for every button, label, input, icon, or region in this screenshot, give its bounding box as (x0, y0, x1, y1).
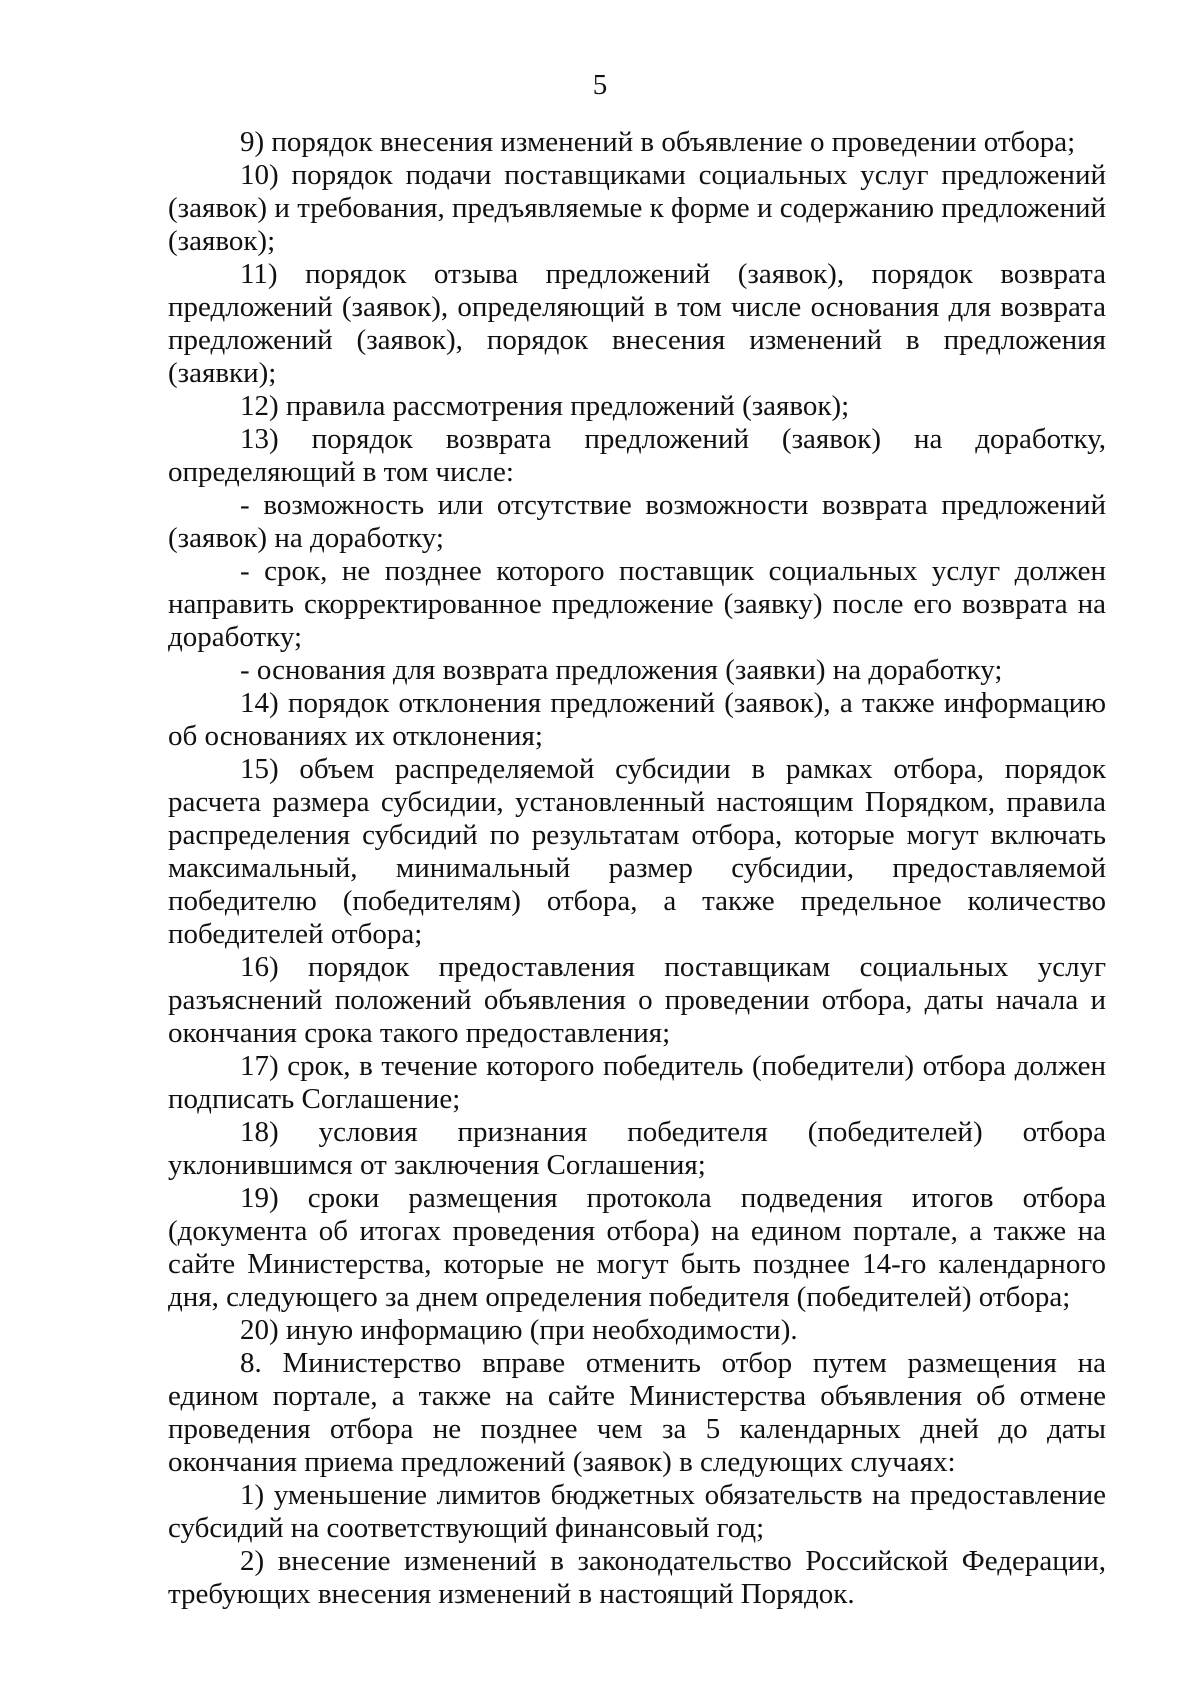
paragraph-item-13: 13) порядок возврата предложений (заявок) на доработку, определяющий в том числе: (168, 423, 1106, 488)
paragraph-case-2: 2) внесение изменений в законодательство Российской Федерации, требующих внесения изменений в настоящий Порядок. (168, 1545, 1106, 1610)
paragraph-item-11: 11) порядок отзыва предложений (заявок), порядок возврата предложений (заявок), определяющий в том числе основания для возврата предложений (заявок), порядок внесения изменений в предложения (заявки); (168, 258, 1106, 389)
document-body (168, 126, 1106, 1611)
paragraph-subitem-grounds: - основания для возврата предложения (заявки) на доработку; (240, 654, 1003, 686)
paragraph-subitem-possibility: - возможность или отсутствие возможности возврата предложений (заявок) на доработку; (168, 489, 1106, 554)
paragraph-case-1: 1) уменьшение лимитов бюджетных обязательств на предоставление субсидий на соответствующий финансовый год; (168, 1479, 1106, 1544)
paragraph-item-10: 10) порядок подачи поставщиками социальных услуг предложений (заявок) и требования, предъявляемые к форме и содержанию предложений (заявок); (168, 159, 1106, 257)
paragraph-item-19: 19) сроки размещения протокола подведения итогов отбора (документа об итогах проведения отбора) на едином портале, а также на сайте Министерства, которые не могут быть позднее 14-го календарного дня, следующего за днем определения победителя (победителей) отбора; (168, 1182, 1106, 1313)
paragraph-item-20: 20) иную информацию (при необходимости). (240, 1314, 798, 1346)
paragraph-subitem-deadline: - срок, не позднее которого поставщик социальных услуг должен направить скорректированное предложение (заявку) после его возврата на доработку; (168, 555, 1106, 653)
paragraph-item-17: 17) срок, в течение которого победитель (победители) отбора должен подписать Соглашение; (168, 1050, 1106, 1115)
paragraph-item-16: 16) порядок предоставления поставщикам социальных услуг разъяснений положений объявления о проведении отбора, даты начала и окончания срока такого предоставления; (168, 951, 1106, 1049)
page-number: 5 (592, 69, 608, 101)
paragraph-section-8: 8. Министерство вправе отменить отбор путем размещения на едином портале, а также на сайте Министерства объявления об отмене проведения отбора не позднее чем за 5 календарных дней до даты окончания приема предложений (заявок) в следующих случаях: (168, 1347, 1106, 1478)
paragraph-item-14: 14) порядок отклонения предложений (заявок), а также информацию об основаниях их отклонения; (168, 687, 1106, 752)
paragraph-item-15: 15) объем распределяемой субсидии в рамках отбора, порядок расчета размера субсидии, установленный настоящим Порядком, правила распределения субсидий по результатам отбора, которые могут включать максимальный, минимальный размер субсидии, предоставляемой победителю (победителям) отбора, а также предельное количество победителей отбора; (168, 753, 1106, 950)
paragraph-item-9: 9) порядок внесения изменений в объявление о проведении отбора; (240, 126, 1076, 158)
paragraph-item-18: 18) условия признания победителя (победителей) отбора уклонившимся от заключения Соглашения; (168, 1116, 1106, 1181)
paragraph-item-12: 12) правила рассмотрения предложений (заявок); (240, 390, 850, 422)
